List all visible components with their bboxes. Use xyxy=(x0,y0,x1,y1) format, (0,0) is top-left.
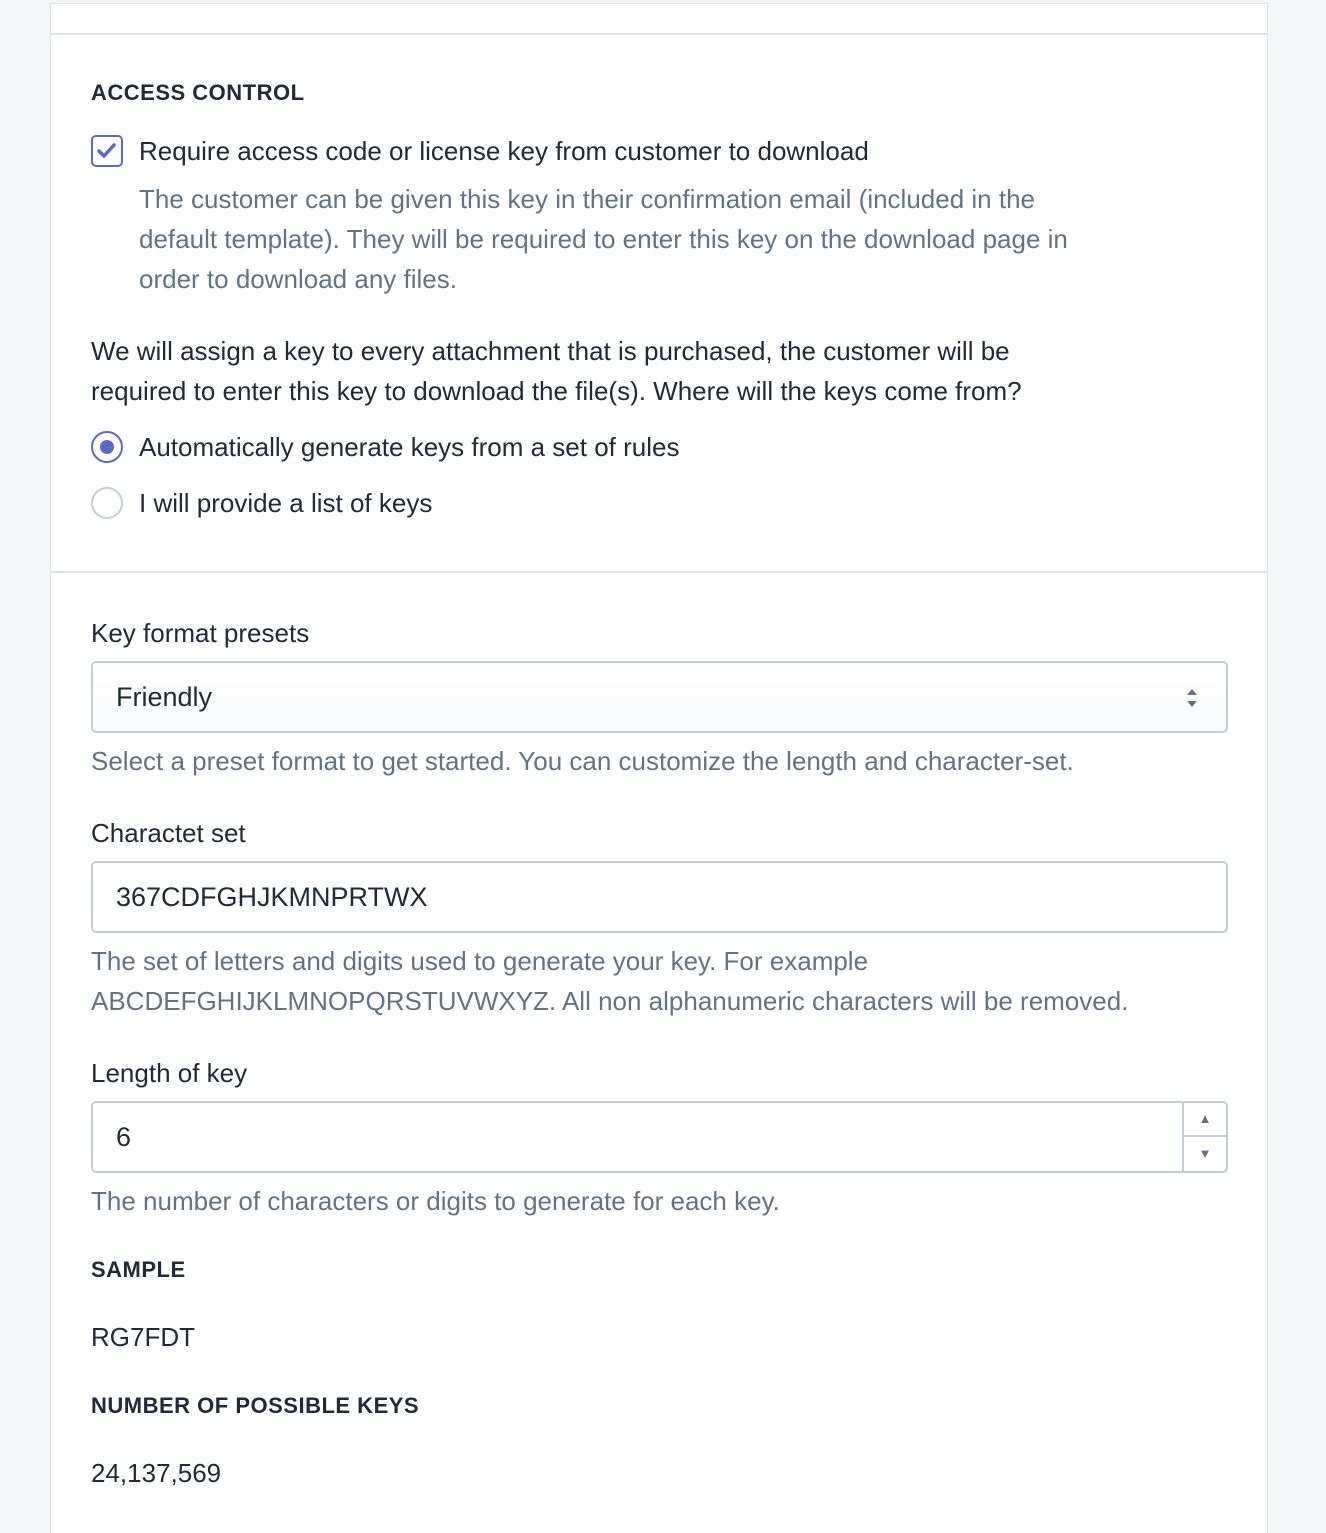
charset-help-line: The set of letters and digits used to generate your key. For example xyxy=(91,946,869,976)
presets-select[interactable] xyxy=(91,661,1228,733)
radio-auto-generate-label[interactable]: Automatically generate keys from a set of rules xyxy=(139,432,680,462)
presets-help: Select a preset format to get started. You can customize the length and character-set. xyxy=(91,746,1074,776)
divider xyxy=(51,571,1267,573)
require-key-label[interactable]: Require access code or license key from customer to download xyxy=(139,136,869,166)
radio-auto-generate[interactable] xyxy=(91,431,123,463)
divider xyxy=(51,33,1267,35)
possible-keys-value: 24,137,569 xyxy=(91,1458,222,1488)
presets-label: Key format presets xyxy=(91,618,310,648)
require-help-line: order to download any files. xyxy=(139,264,457,294)
increment-up-icon[interactable]: ▲ xyxy=(1184,1103,1226,1137)
length-help: The number of characters or digits to generate for each key. xyxy=(91,1186,780,1216)
require-key-checkbox[interactable] xyxy=(91,135,123,167)
charset-input[interactable]: 367CDFGHJKMNPRTWX xyxy=(91,861,1228,933)
possible-keys-heading: NUMBER OF POSSIBLE KEYS xyxy=(91,1393,420,1418)
length-label: Length of key xyxy=(91,1058,248,1088)
require-help-line: The customer can be given this key in their confirmation email (included in the xyxy=(139,184,1035,214)
question-line: We will assign a key to every attachment that is purchased, the customer will be xyxy=(91,336,1010,366)
sample-value: RG7FDT xyxy=(91,1322,195,1352)
question-line: required to enter this key to download the file(s). Where will the keys come from? xyxy=(91,376,1022,406)
radio-provide-list-label[interactable]: I will provide a list of keys xyxy=(139,488,433,518)
length-value: 6 xyxy=(116,1122,132,1152)
length-stepper[interactable] xyxy=(1182,1103,1226,1171)
require-help-line: default template). They will be required to enter this key on the download page in xyxy=(139,224,1068,254)
settings-panel xyxy=(50,3,1268,1533)
checkmark-icon xyxy=(93,137,121,165)
charset-label: Charactet set xyxy=(91,818,246,848)
select-arrows-icon xyxy=(1186,687,1198,709)
length-input[interactable] xyxy=(91,1101,1228,1173)
presets-value: Friendly xyxy=(116,682,213,712)
access-control-heading: ACCESS CONTROL xyxy=(91,80,305,105)
sample-heading: SAMPLE xyxy=(91,1257,186,1282)
decrement-down-icon[interactable]: ▼ xyxy=(1198,1146,1212,1161)
charset-help-line: ABCDEFGHIJKLMNOPQRSTUVWXYZ. All non alphanumeric characters will be removed. xyxy=(91,986,1129,1016)
radio-provide-list[interactable] xyxy=(91,487,123,519)
